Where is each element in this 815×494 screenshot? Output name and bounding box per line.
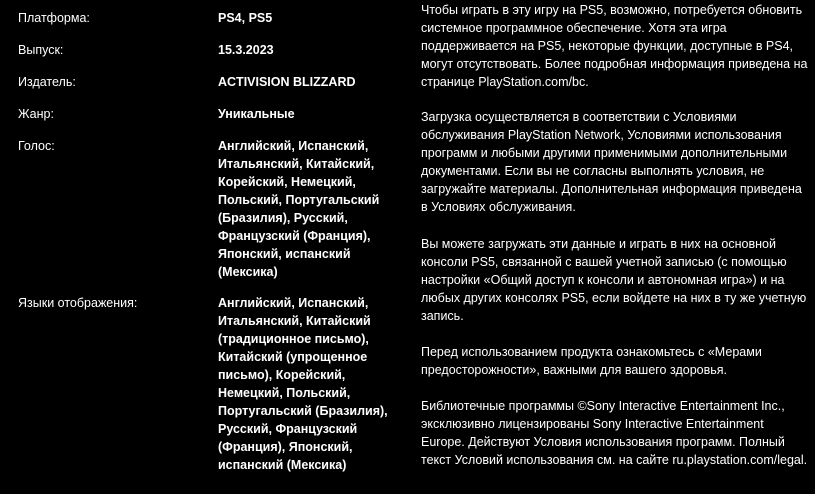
display-languages-label: Языки отображения: — [18, 296, 138, 310]
release-label: Выпуск: — [18, 43, 64, 57]
release-value: 15.3.2023 — [218, 43, 274, 57]
publisher-value: ACTIVISION BLIZZARD — [218, 75, 356, 89]
detail-row-voice — [18, 137, 393, 281]
download-terms-notice: Загрузка осуществляется в соответствии с Условиями обслуживания PlayStation Network, Условиями использования программ и любыми другими применимыми дополнительными документами. Если вы не согласны выполнять условия, не загружайте материалы. Дополнительная информация приведена в Условиях обслуживания. — [421, 110, 802, 214]
voice-label: Голос: — [18, 139, 55, 153]
detail-row-genre — [18, 105, 393, 123]
display-languages-value: Английский, Испанский, Итальянский, Китайский (традиционное письмо), Китайский (упрощенное письмо), Корейский, Немецкий, Польский, Португальский (Бразилия), Русский, Французский (Франция), Японский, испанский (Мексика) — [218, 296, 388, 472]
detail-row-release — [18, 41, 393, 59]
platform-value: PS4, PS5 — [218, 11, 273, 25]
genre-value: Уникальные — [218, 107, 295, 121]
library-copyright-notice: Библиотечные программы ©Sony Interactive Entertainment Inc., эксклюзивно лицензированы Sony Interactive Entertainment Europe. Действуют Условия использования программ. Полный текст Условий использования см. на сайте ru.playstation.com/legal. — [421, 399, 808, 467]
genre-label: Жанр: — [18, 107, 54, 121]
voice-value: Английский, Испанский, Итальянский, Китайский, Корейский, Немецкий, Польский, Португальский (Бразилия), Русский, Французский (Франция), Японский, испанский (Мексика) — [218, 139, 380, 279]
detail-row-display-languages — [18, 294, 393, 474]
platform-label: Платформа: — [18, 11, 90, 25]
publisher-label: Издатель: — [18, 75, 76, 89]
ps5-compatibility-notice: Чтобы играть в эту игру на PS5, возможно, потребуется обновить системное программное обеспечение. Хотя эта игра поддерживается на PS5, некоторые функции, доступные в PS4, могут отсутствовать. Более подробная информация приведена на странице PlayStation.com/bc. — [421, 3, 808, 89]
detail-row-publisher — [18, 73, 393, 91]
health-warning-notice: Перед использованием продукта ознакомьтесь с «Мерами предосторожности», важными для вашего здоровья. — [421, 345, 762, 377]
console-sharing-notice: Вы можете загружать эти данные и играть в них на основной консоли PS5, связанной с вашей учетной записью (с помощью настройки «Общий доступ к консоли и автономная игра») и на любых других консолях PS5, если войдете на них в ту же учетную запись. — [421, 237, 807, 323]
detail-row-platform — [18, 9, 393, 27]
